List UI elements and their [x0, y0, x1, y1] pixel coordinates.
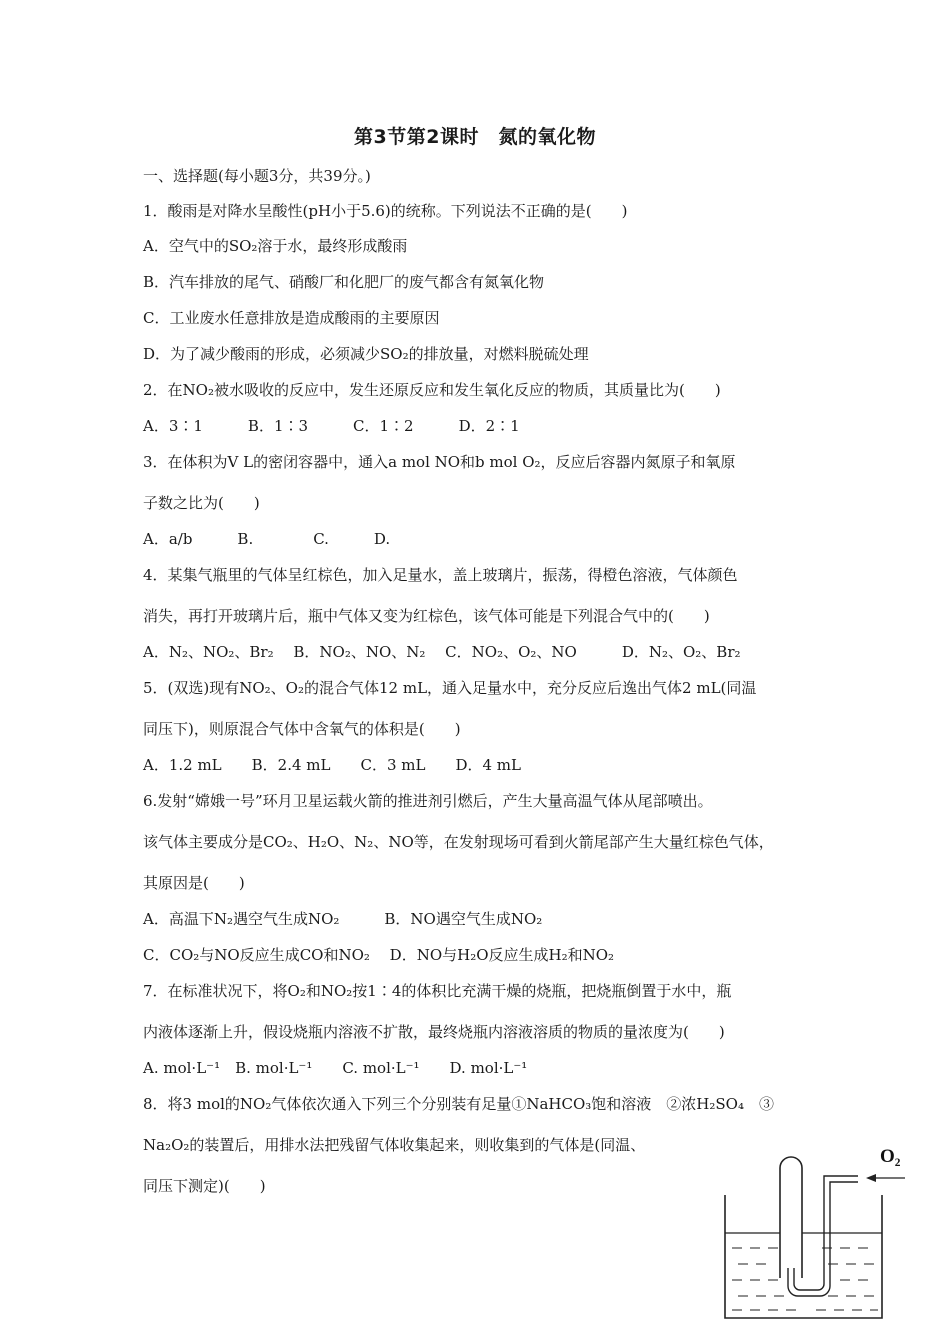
q4-options: A．N₂、NO₂、Br₂ B．NO₂、NO、N₂ C．NO₂、O₂、NO D．N₂、O₂、Br₂ — [143, 643, 741, 661]
q8-stem-line1: 8．将3 mol的NO₂气体依次通入下列三个分别装有足量①NaHCO₃饱和溶液 ②浓H₂SO₄ ③ — [143, 1095, 774, 1113]
q2-options: A．3∶1 B．1∶3 C．1∶2 D．2∶1 — [143, 417, 520, 435]
q6-stem-line3: 其原因是( ) — [143, 874, 245, 892]
q2-stem: 2．在NO₂被水吸收的反应中，发生还原反应和发生氧化反应的物质，其质量比为( ) — [143, 381, 721, 399]
q3-options: A．a/b B. C. D. — [143, 530, 391, 548]
q6-stem-line2: 该气体主要成分是CO₂、H₂O、N₂、NO等，在发射现场可看到火箭尾部产生大量红棕色气体， — [143, 833, 774, 851]
q1-stem: 1．酸雨是对降水呈酸性(pH小于5.6)的统称。下列说法不正确的是( ) — [143, 202, 628, 220]
q5-options: A．1.2 mL B．2.4 mL C．3 mL D．4 mL — [143, 756, 521, 774]
q6-options-cd: C．CO₂与NO反应生成CO和NO₂ D．NO与H₂O反应生成H₂和NO₂ — [143, 946, 615, 964]
q1-option-c: C．工业废水任意排放是造成酸雨的主要原因 — [143, 309, 440, 327]
q6-stem-line1: 6.发射“嫦娥一号”环月卫星运载火箭的推进剂引燃后，产生大量高温气体从尾部喷出。 — [143, 792, 713, 810]
apparatus-svg — [720, 1140, 920, 1325]
water-dashes — [732, 1248, 878, 1310]
q4-stem-line1: 4．某集气瓶里的气体呈红棕色，加入足量水，盖上玻璃片，振荡，得橙色溶液，气体颜色 — [143, 566, 738, 584]
q4-stem-line2: 消失，再打开玻璃片后，瓶中气体又变为红棕色，该气体可能是下列混合气中的( ) — [143, 607, 710, 625]
q6-options-ab: A．高温下N₂遇空气生成NO₂ B．NO遇空气生成NO₂ — [143, 910, 543, 928]
q8-stem-line2: Na₂O₂的装置后，用排水法把残留气体收集起来，则收集到的气体是(同温、 — [143, 1136, 646, 1154]
gas-flow-arrow-head — [866, 1174, 876, 1182]
o2-label: O₂ — [880, 1146, 901, 1167]
q8-stem-line3: 同压下测定)( ) — [143, 1177, 266, 1195]
q7-options: A. mol·L⁻¹ B. mol·L⁻¹ C. mol·L⁻¹ D. mol·L⁻¹ — [143, 1059, 528, 1077]
q7-stem-line1: 7．在标准状况下，将O₂和NO₂按1∶4的体积比充满干燥的烧瓶，把烧瓶倒置于水中，瓶 — [143, 982, 732, 1000]
q5-stem-line2: 同压下)，则原混合气体中含氧气的体积是( ) — [143, 720, 461, 738]
apparatus-diagram — [720, 1140, 920, 1325]
beaker-outline — [725, 1195, 882, 1318]
q5-stem-line1: 5．(双选)现有NO₂、O₂的混合气体12 mL，通入足量水中，充分反应后逸出气体2 mL(同温 — [143, 679, 757, 697]
q1-option-a: A．空气中的SO₂溶于水，最终形成酸雨 — [143, 237, 408, 255]
q3-stem-line2: 子数之比为( ) — [143, 494, 260, 512]
section-heading: 一、选择题(每小题3分，共39分。) — [143, 167, 371, 185]
inverted-test-tube — [780, 1157, 802, 1278]
q7-stem-line2: 内液体逐渐上升，假设烧瓶内溶液不扩散，最终烧瓶内溶液溶质的物质的量浓度为( ) — [143, 1023, 725, 1041]
page-title: 第3节第2课时 氮的氧化物 — [354, 126, 596, 148]
q1-option-b: B．汽车排放的尾气、硝酸厂和化肥厂的废气都含有氮氧化物 — [143, 273, 545, 291]
q1-option-d: D．为了减少酸雨的形成，必须减少SO₂的排放量，对燃料脱硫处理 — [143, 345, 589, 363]
q3-stem-line1: 3．在体积为V L的密闭容器中，通入a mol NO和b mol O₂，反应后容器内氮原子和氧原 — [143, 453, 736, 471]
